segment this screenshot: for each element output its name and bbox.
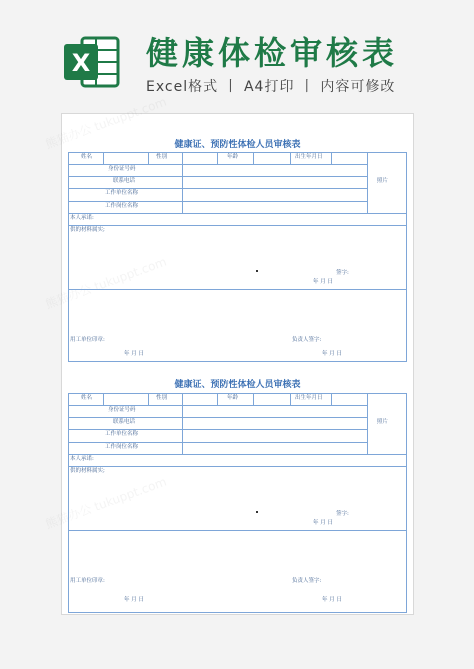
form-title: 健康证、预防性体检人员审核表 — [174, 140, 301, 150]
applicant-sign-label: 签字: — [336, 511, 349, 517]
position-name-label: 工作岗位名称 — [105, 444, 139, 450]
stray-dot — [256, 270, 258, 272]
position-name-label: 工作岗位名称 — [105, 203, 139, 209]
employer-date: 年 月 日 — [124, 351, 144, 357]
responsible-date: 年 月 日 — [322, 597, 342, 603]
banner — [0, 0, 474, 110]
watermark: 熊猫办公 tukuppt.com — [43, 474, 169, 532]
watermark: 熊猫办公 tukuppt.com — [43, 254, 169, 312]
photo-label: 照片 — [377, 178, 389, 184]
watermark: 熊猫办公 tukuppt.com — [43, 94, 169, 152]
gender-label: 性别 — [156, 395, 168, 401]
employer-name-label: 工作单位名称 — [105, 431, 139, 437]
phone-label: 联系电话 — [113, 419, 136, 425]
birth-label: 出生年月日 — [295, 154, 323, 160]
form-grid — [68, 393, 407, 613]
age-label: 年龄 — [227, 154, 239, 160]
responsible-sign-label: 负责人签字: — [292, 578, 322, 584]
responsible-sign-label: 负责人签字: — [292, 337, 322, 343]
photo-label: 照片 — [377, 419, 389, 425]
age-label: 年龄 — [227, 395, 239, 401]
material-true-label: 供的材料属实; — [70, 227, 105, 233]
page-title: 健康体检审核表 — [146, 34, 399, 72]
id-number-label: 身份证号码 — [108, 407, 136, 413]
employer-name-label: 工作单位名称 — [105, 190, 139, 196]
name-label: 姓名 — [81, 154, 93, 160]
stray-dot — [256, 511, 258, 513]
gender-label: 性别 — [156, 154, 168, 160]
name-label: 姓名 — [81, 395, 93, 401]
promise-label: 本人承诺: — [70, 456, 94, 462]
material-true-label: 供的材料属实; — [70, 468, 105, 474]
phone-label: 联系电话 — [113, 178, 136, 184]
form-title: 健康证、预防性体检人员审核表 — [174, 380, 301, 390]
document-sheet — [43, 94, 414, 615]
responsible-date: 年 月 日 — [322, 351, 342, 357]
excel-icon-letter: X — [71, 49, 91, 77]
birth-label: 出生年月日 — [295, 395, 323, 401]
page-subtitle: Excel格式 丨 A4打印 丨 内容可修改 — [146, 79, 396, 95]
id-number-label: 身份证号码 — [108, 166, 136, 172]
applicant-sign-label: 签字: — [336, 270, 349, 276]
excel-icon — [60, 30, 124, 94]
applicant-date: 年 月 日 — [313, 279, 333, 285]
employer-seal-label: 用工单位印章: — [70, 337, 105, 343]
applicant-date: 年 月 日 — [313, 520, 333, 526]
employer-seal-label: 用工单位印章: — [70, 578, 105, 584]
promise-label: 本人承诺: — [70, 215, 94, 221]
form-grid — [68, 152, 407, 362]
employer-date: 年 月 日 — [124, 597, 144, 603]
